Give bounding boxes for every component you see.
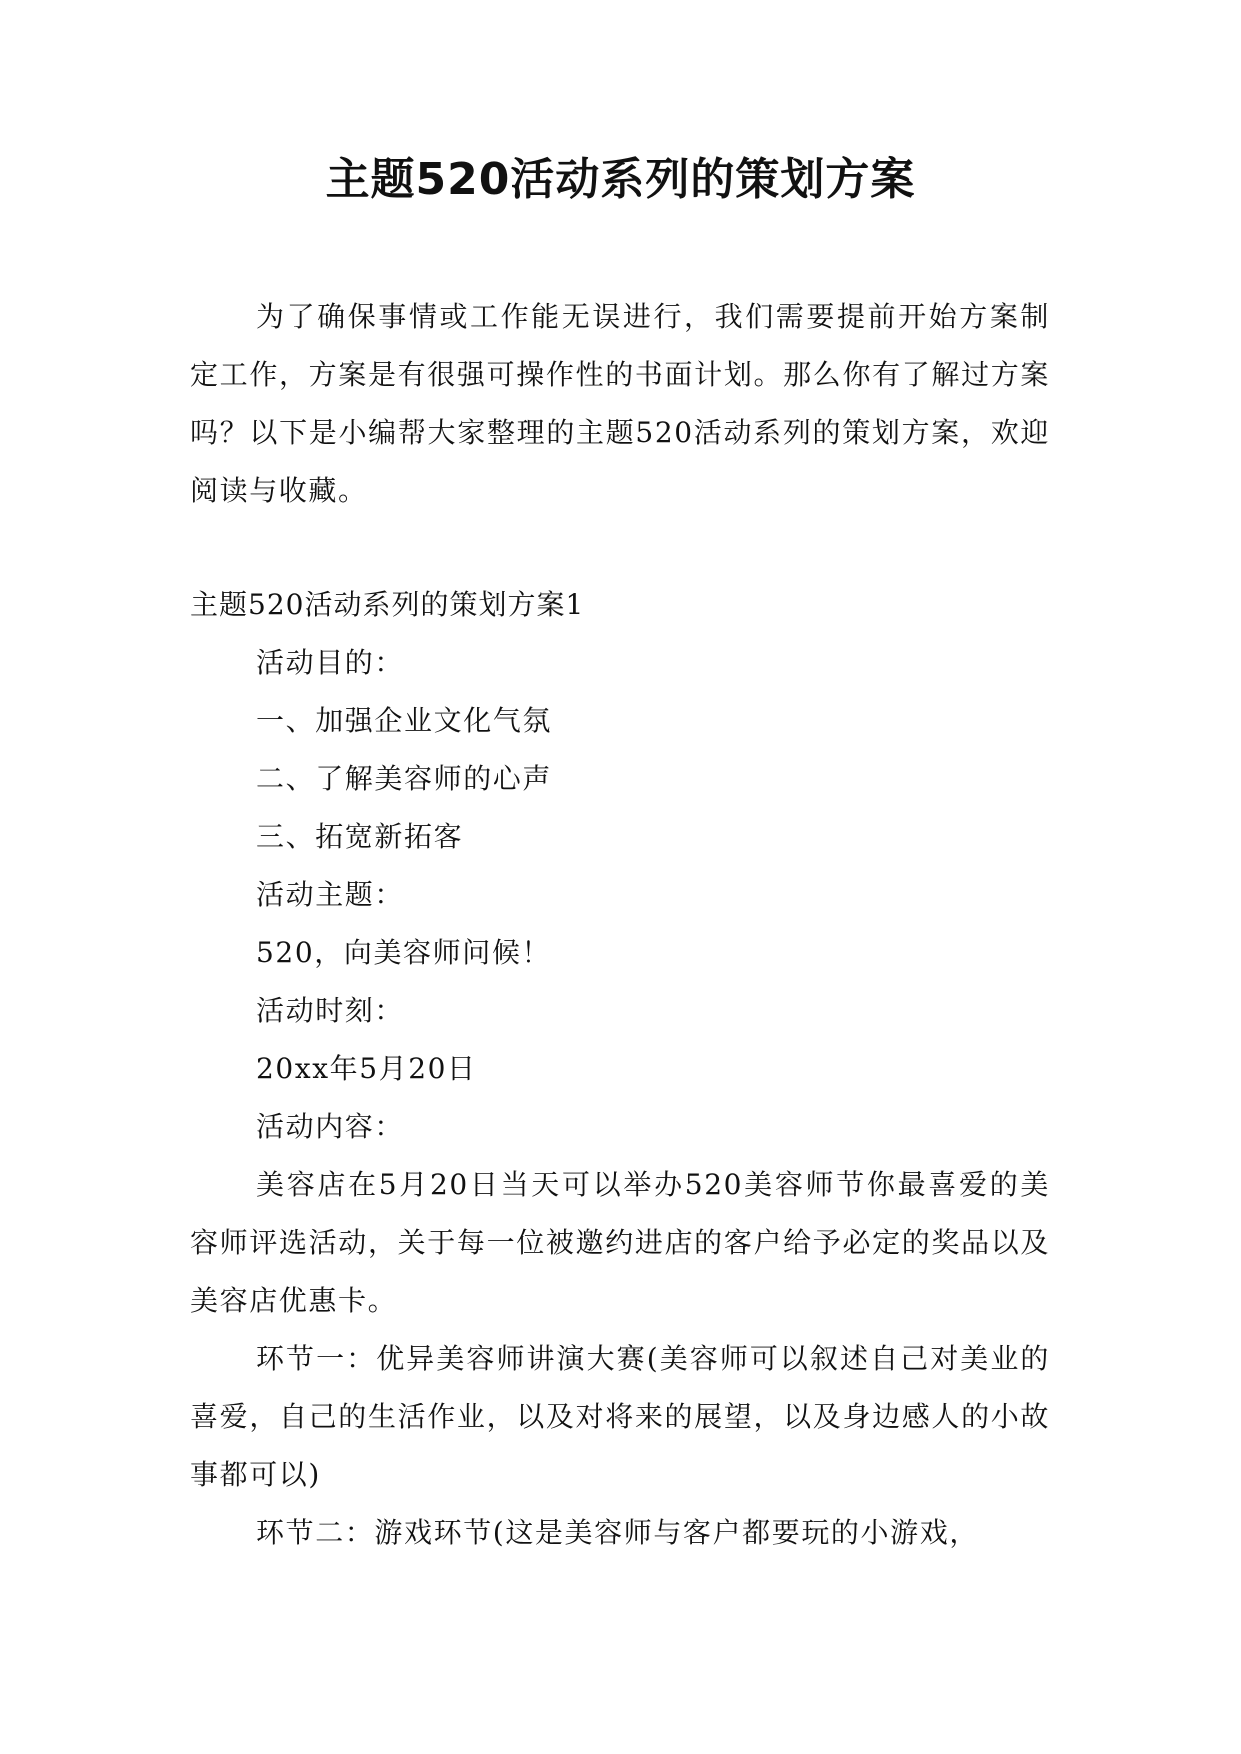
activity-time-label: 活动时刻： [256,994,405,1027]
purpose-item-2: 二、了解美容师的心声 [256,762,553,795]
activity-theme-label: 活动主题： [256,878,405,911]
activity-purpose-label: 活动目的： [256,646,405,679]
activity-theme-value: 520，向美容师问候！ [256,936,552,969]
segment-one-paragraph: 环节一：优异美容师讲演大赛(美容师可以叙述自己对美业的喜爱，自己的生活作业，以及对将来的展望，以及身边感人的小故事都可以) [190,1342,1050,1491]
document-body [190,288,1050,1562]
activity-time-value: 20xx年5月20日 [256,1052,477,1085]
segment-two-paragraph: 环节二：游戏环节(这是美容师与客户都要玩的小游戏， [256,1516,979,1549]
purpose-item-1: 一、加强企业文化气氛 [256,704,553,737]
intro-paragraph: 为了确保事情或工作能无误进行，我们需要提前开始方案制定工作，方案是有很强可操作性的书面计划。那么你有了解过方案吗？以下是小编帮大家整理的主题520活动系列的策划方案，欢迎阅读与收藏。 [190,300,1050,507]
activity-content-label: 活动内容： [256,1110,405,1143]
document-title: 主题520活动系列的策划方案 [325,154,916,205]
section-heading: 主题520活动系列的策划方案1 [190,588,585,621]
purpose-item-3: 三、拓宽新拓客 [256,820,464,853]
content-paragraph-1: 美容店在5月20日当天可以举办520美容师节你最喜爱的美容师评选活动，关于每一位被邀约进店的客户给予必定的奖品以及美容店优惠卡。 [190,1168,1050,1317]
